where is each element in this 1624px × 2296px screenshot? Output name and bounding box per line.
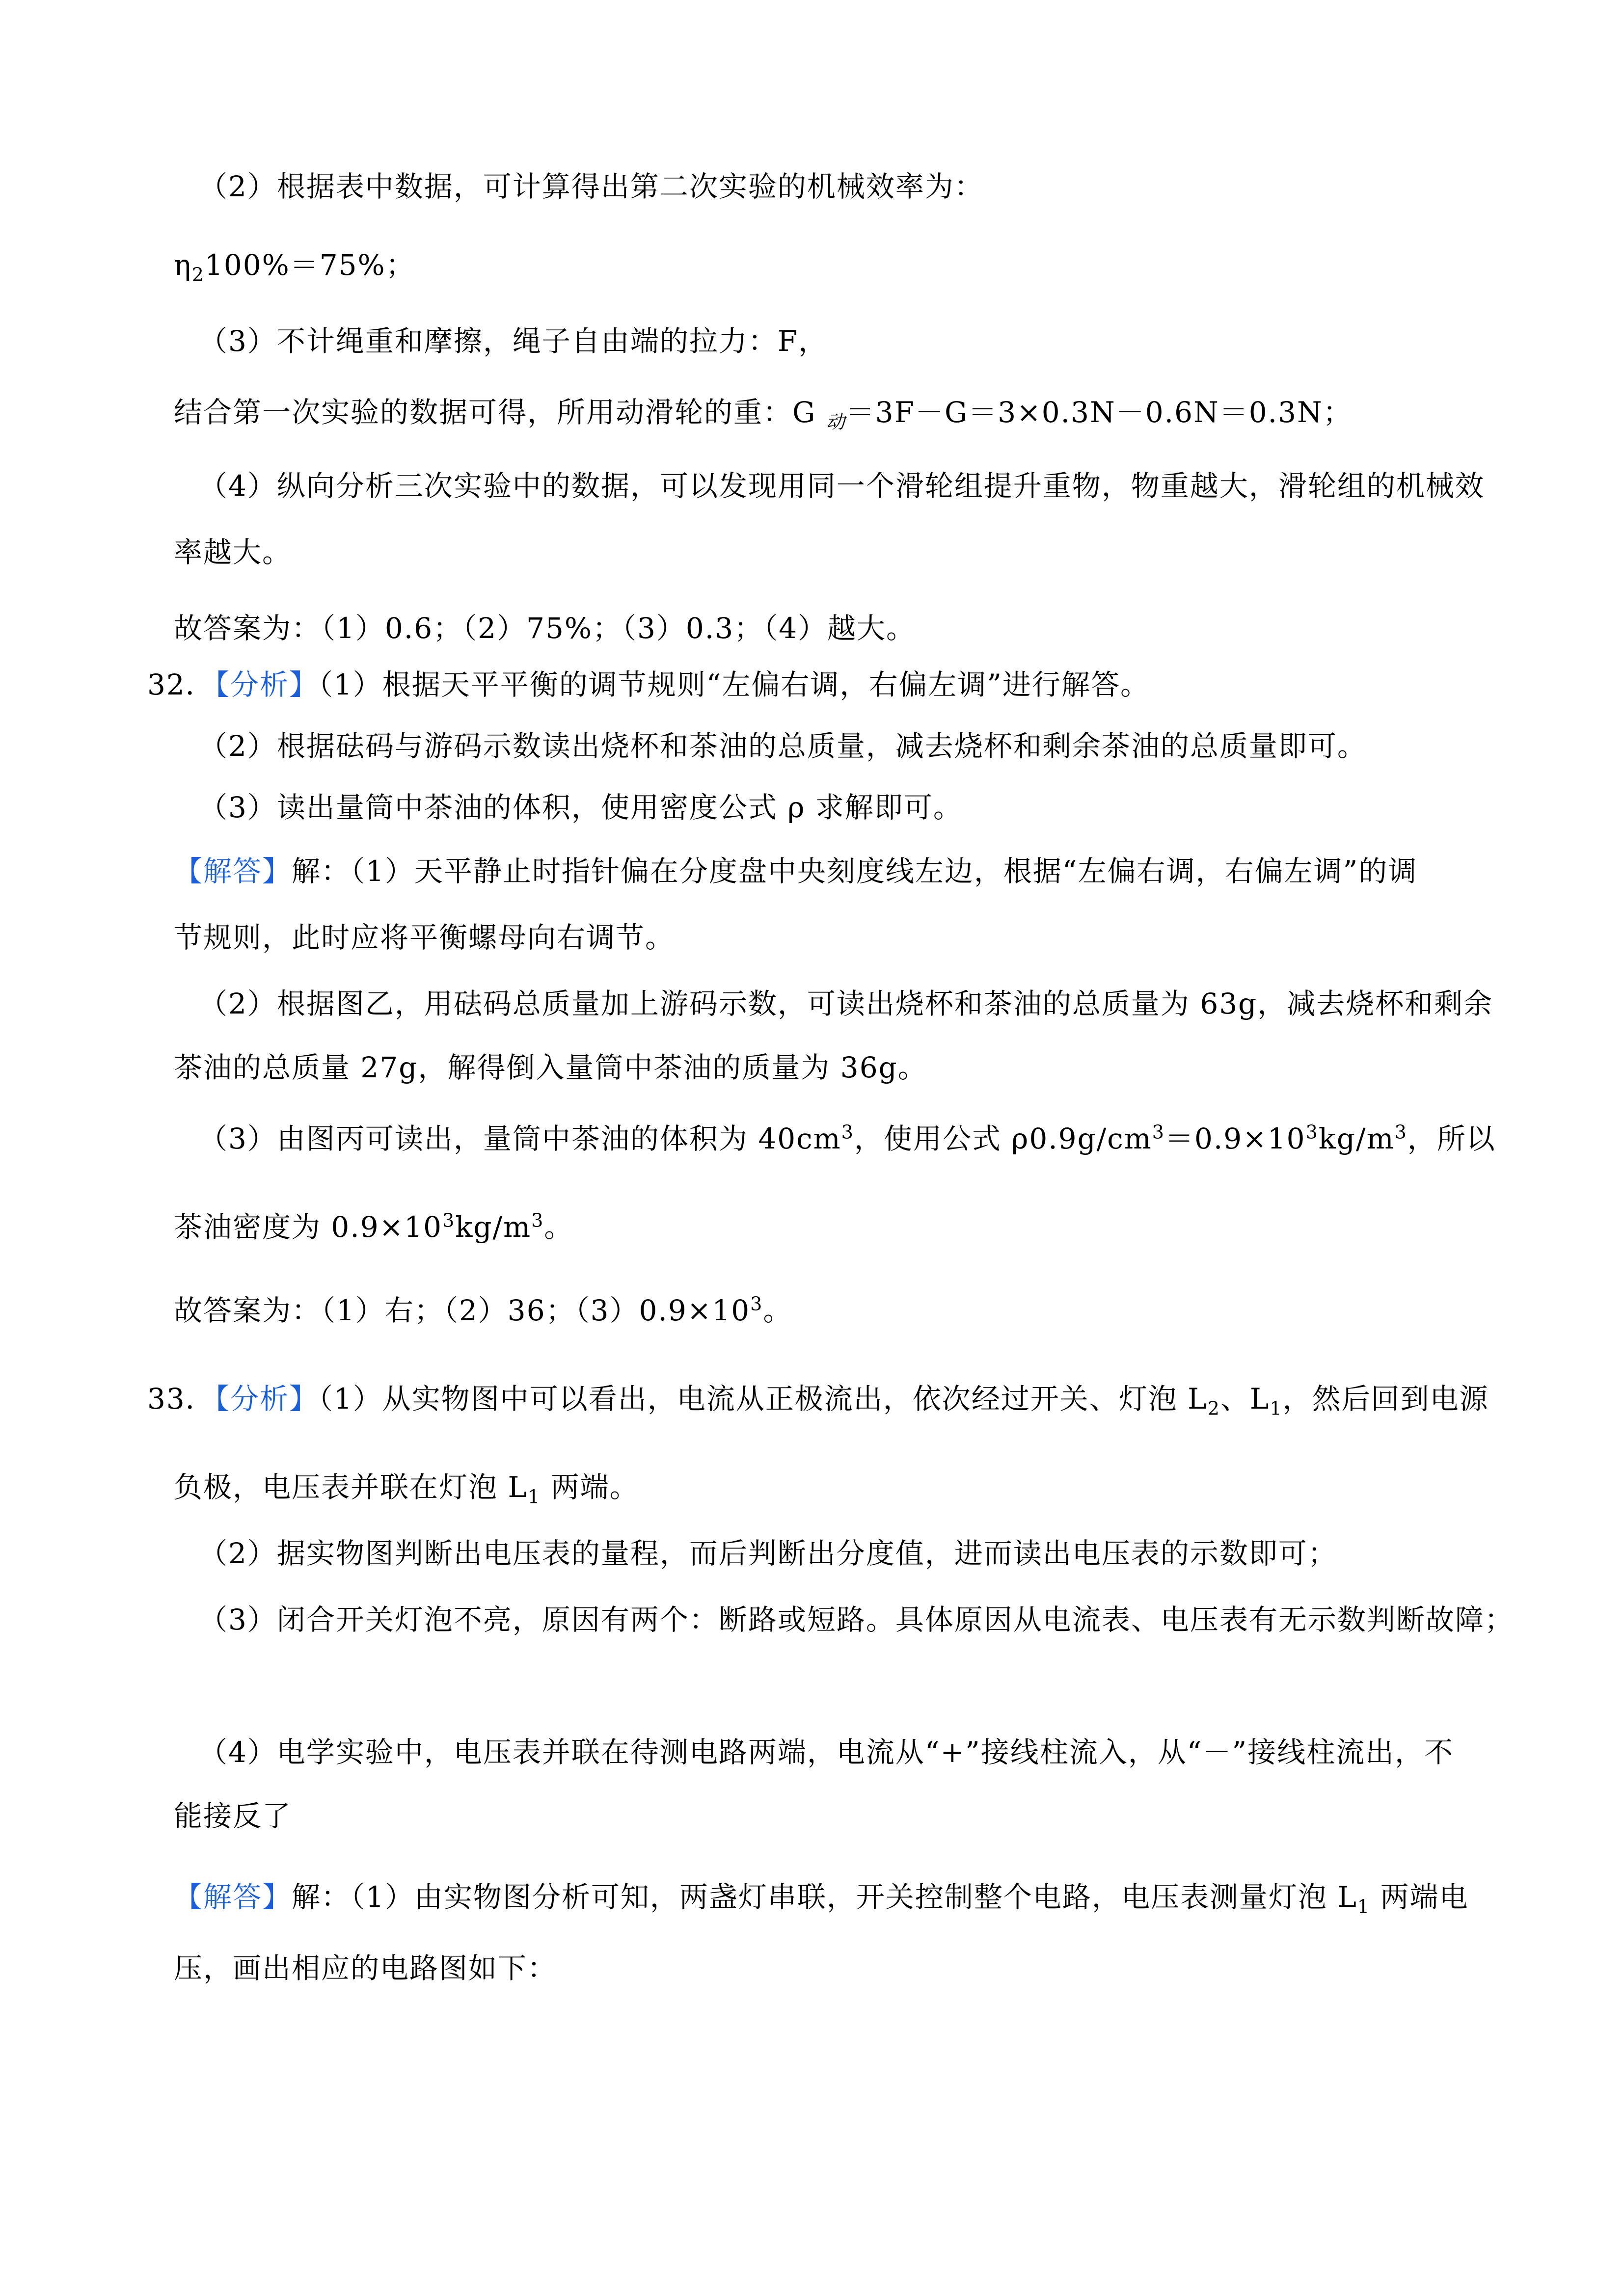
q33-analysis-line4: （3）闭合开关灯泡不亮，原因有两个：断路或短路。具体原因从电流表、电压表有无示数判断故障；: [199, 1603, 1514, 1636]
q33-analysis-line1: 33．【分析】（1）从实物图中可以看出，电流从正极流出，依次经过开关、灯泡 $L_2$、$L_1$，然后回到电源: [147, 1382, 1489, 1419]
q33-analysis-line6: 能接反了: [174, 1799, 292, 1833]
q31-answer: 故答案为：（1）0.6；（2）75%；（3）0.3；（4）越大。: [174, 612, 916, 645]
question-number: 32．: [147, 668, 215, 701]
q31-step2: （2）根据表中数据，可计算得出第二次实验的机械效率为：: [199, 170, 984, 203]
solution-tag: 【解答】: [174, 854, 292, 888]
q32-analysis-line2: （2）根据砝码与游码示数读出烧杯和茶油的总质量，减去烧杯和剩余茶油的总质量即可。: [199, 729, 1367, 763]
q33-solution-line1: 【解答】解：（1）由实物图分析可知，两盏灯串联，开关控制整个电路，电压表测量灯泡 $L_1$ 两端电: [174, 1880, 1469, 1918]
q32-solution-line2: 节规则，此时应将平衡螺母向右调节。: [174, 921, 675, 954]
analysis-tag: 【分析】: [215, 668, 319, 701]
q33-analysis-line5: （4）电学实验中，电压表并联在待测电路两端，电流从“+”接线柱流入，从“－”接线柱流出，不: [199, 1735, 1454, 1769]
solution-tag: 【解答】: [174, 1880, 292, 1914]
q32-solution-line4: 茶油的总质量 27g，解得倒入量筒中茶油的质量为 36g。: [174, 1051, 927, 1084]
q33-solution-line2: 压，画出相应的电路图如下：: [174, 1951, 557, 1985]
q31-step4-line2: 率越大。: [174, 535, 292, 569]
q31-step3-pulley-weight: 结合第一次实验的数据可得，所用动滑轮的重：G $_动$＝3F－G＝3×0.3N－0.6N＝0.3N；: [174, 396, 1353, 433]
eta-subscript: 2: [191, 264, 205, 286]
q32-solution-line5: （3）由图丙可读出，量筒中茶油的体积为 $40cm^3$，使用公式 $\rho 0.9g/cm^3=0.9\times 10^3kg/m^3$，所以: [199, 1121, 1496, 1155]
q31-efficiency-equation: [174, 248, 415, 286]
q32-analysis-line3: （3）读出量筒中茶油的体积，使用密度公式 ρ 求解即可。: [199, 791, 963, 824]
eta-result: 100%＝75%；: [204, 248, 415, 282]
q31-step3: （3）不计绳重和摩擦，绳子自由端的拉力：F，: [199, 324, 828, 358]
q32-answer: 故答案为：（1）右；（2）36；$(3)0.9\times 10^3$。: [174, 1293, 793, 1327]
analysis-tag: 【分析】: [215, 1382, 319, 1415]
q32-solution-line3: （2）根据图乙，用砝码总质量加上游码示数，可读出烧杯和茶油的总质量为 63g，减去烧杯和剩余: [199, 987, 1493, 1020]
eta-symbol: η: [174, 248, 192, 282]
question-number: 33．: [147, 1382, 215, 1415]
q31-step4-line1: （4）纵向分析三次实验中的数据，可以发现用同一个滑轮组提升重物，物重越大，滑轮组的机械效: [199, 469, 1485, 503]
q32-solution-line1: 【解答】解：（1）天平静止时指针偏在分度盘中央刻度线左边，根据“左偏右调，右偏左调”的调: [174, 854, 1418, 888]
q33-analysis-line2: 负极，电压表并联在灯泡 $L_1$ 两端。: [174, 1470, 639, 1508]
q32-analysis-line1: 32．【分析】（1）根据天平平衡的调节规则“左偏右调，右偏左调”进行解答。: [147, 668, 1150, 701]
q33-analysis-line3: （2）据实物图判断出电压表的量程，而后判断出分度值，进而读出电压表的示数即可；: [199, 1537, 1337, 1570]
q32-solution-line6: 茶油密度为 $0.9\times 10^3kg/m^3$。: [174, 1209, 574, 1244]
